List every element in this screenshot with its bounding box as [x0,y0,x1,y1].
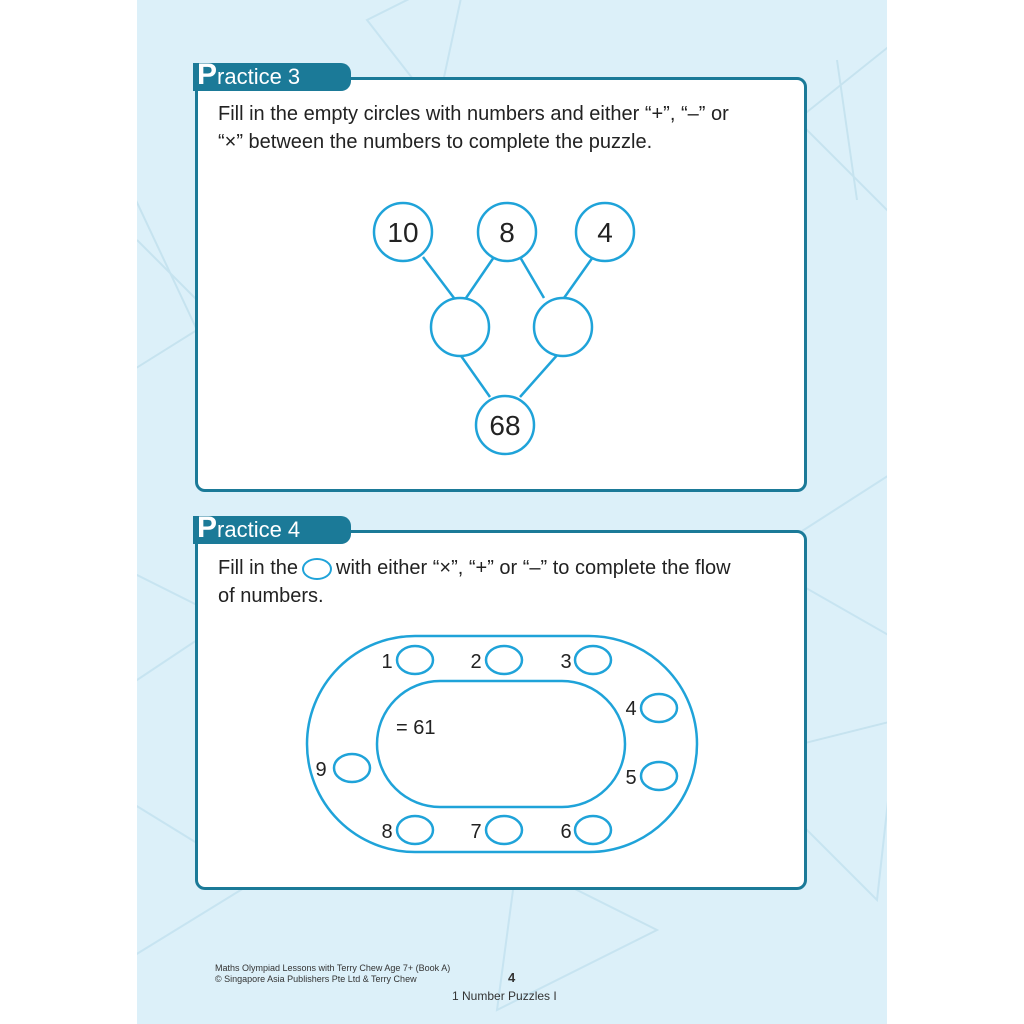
flow-number-5: 5 [625,767,637,789]
operator-oval-after-2[interactable] [486,646,522,674]
practice-4-tab-label: ractice 4 [217,517,301,542]
connector-line [564,257,593,298]
flow-number-4: 4 [625,698,637,720]
practice-3-puzzle-tree [347,198,647,460]
practice-3-instructions [218,100,798,156]
practice-3-tab [193,58,351,91]
empty-circle-left[interactable] [431,298,489,356]
connector-line [423,257,454,298]
footer-chapter: 1 Number Puzzles I [452,989,557,1003]
operator-oval-after-9[interactable] [334,754,370,782]
footer-book-title: Maths Olympiad Lessons with Terry Chew Age 7+ (Book A) [215,963,451,973]
flow-result: = 61 [396,717,436,739]
flow-number-1: 1 [381,651,393,673]
operator-oval-after-7[interactable] [486,816,522,844]
practice-4-instruction-line-1 [218,554,803,582]
result-number: 68 [489,410,521,441]
operator-oval-after-8[interactable] [397,816,433,844]
flow-number-3: 3 [560,651,572,673]
practice-3-tab-initial: P [197,58,218,91]
operator-oval-after-4[interactable] [641,694,677,722]
worksheet-page [137,0,887,1024]
practice-4-instructions [218,554,803,610]
inner-track [377,681,625,807]
flow-number-7: 7 [470,821,482,843]
practice-4-flow-track [305,634,705,856]
operator-oval-after-5[interactable] [641,762,677,790]
practice-4-instruction-start: Fill in the [218,557,299,579]
operator-oval-after-3[interactable] [575,646,611,674]
operator-oval-after-6[interactable] [575,816,611,844]
flow-number-8: 8 [381,821,393,843]
practice-4-instruction-line-2: of numbers. [218,585,324,607]
empty-circle-right[interactable] [534,298,592,356]
top-number-8: 8 [499,217,515,248]
practice-3-instruction-line-1: Fill in the empty circles with numbers and either “+”, “–” or [218,103,729,125]
footer-page-number: 4 [508,970,516,985]
flow-number-9: 9 [315,759,327,781]
top-number-10: 10 [387,217,419,248]
practice-4-tab-initial: P [197,511,218,544]
flow-number-2: 2 [470,651,482,673]
oval-symbol-icon [302,558,332,580]
connector-line [459,353,490,397]
practice-3-tab-label: ractice 3 [217,64,301,89]
connector-line [520,257,544,298]
footer-copyright: © Singapore Asia Publishers Pte Ltd & Terry Chew [215,974,417,984]
connector-line [520,353,559,397]
practice-3-instruction-line-2: “×” between the numbers to complete the puzzle. [218,131,653,153]
connector-line [466,257,494,298]
top-number-4: 4 [597,217,613,248]
flow-number-6: 6 [560,821,572,843]
operator-oval-after-1[interactable] [397,646,433,674]
practice-4-tab [193,511,351,544]
practice-4-instruction-end: with either “×”, “+” or “–” to complete the flow [336,557,731,579]
